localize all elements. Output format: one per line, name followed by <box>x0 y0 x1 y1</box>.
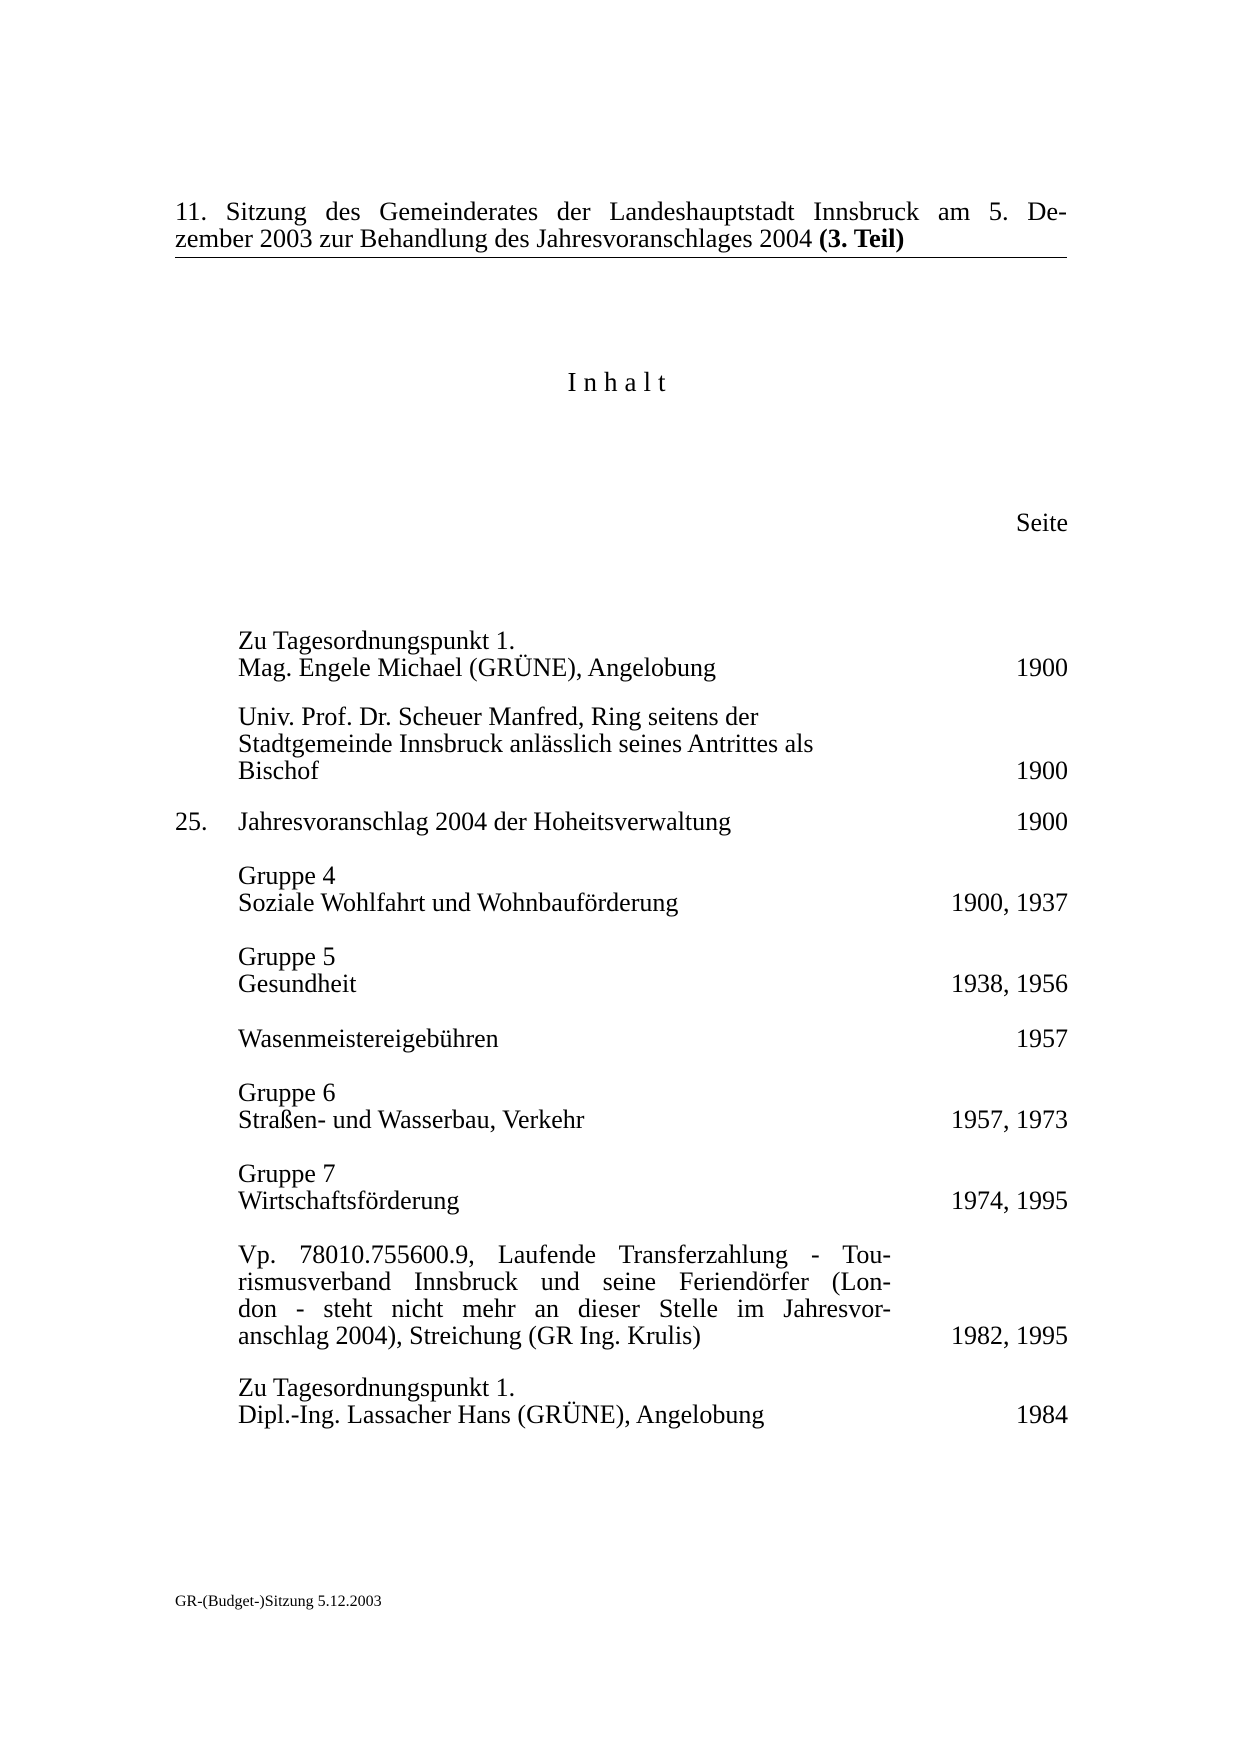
header-line-2-text: zember 2003 zur Behandlung des Jahresvoranschlages 2004 <box>175 223 819 253</box>
toc-entry-line: Stadtgemeinde Innsbruck anlässlich seines Antrittes als <box>238 729 814 758</box>
toc-entry-number: 25. <box>175 807 208 836</box>
toc-entry-line: Dipl.-Ing. Lassacher Hans (GRÜNE), Angelobung <box>238 1400 765 1429</box>
toc-entry-line: anschlag 2004), Streichung (GR Ing. Krulis) <box>238 1321 701 1350</box>
toc-entry-pages: 1900, 1937 <box>951 888 1068 917</box>
toc-entry-line: Gruppe 5 <box>238 942 336 971</box>
toc-entry-pages: 1900 <box>1016 807 1068 836</box>
toc-entry-pages: 1982, 1995 <box>951 1321 1068 1350</box>
toc-entry-line: Bischof <box>238 756 319 785</box>
toc-entry-line: Gruppe 6 <box>238 1078 336 1107</box>
toc-entry-line: Gruppe 4 <box>238 861 336 890</box>
toc-entry-line: Univ. Prof. Dr. Scheuer Manfred, Ring seitens der <box>238 702 759 731</box>
header-line-2 <box>175 225 1067 252</box>
toc-entry-pages: 1957, 1973 <box>951 1105 1068 1134</box>
page-column-label: Seite <box>1016 508 1068 537</box>
toc-entry-line: don - steht nicht mehr an dieser Stelle im Jahresvor- <box>238 1294 891 1323</box>
toc-entry-pages: 1900 <box>1016 653 1068 682</box>
toc-entry-line: Zu Tagesordnungspunkt 1. <box>238 1373 516 1402</box>
toc-entry-line: Wirtschaftsförderung <box>238 1186 460 1215</box>
toc-entry-line: rismusverband Innsbruck und seine Feriendörfer (Lon- <box>238 1267 891 1296</box>
toc-entry-line: Wasenmeistereigebühren <box>238 1024 499 1053</box>
toc-entry-line: Soziale Wohlfahrt und Wohnbauförderung <box>238 888 679 917</box>
document-header <box>175 198 1067 258</box>
toc-entry-line: Jahresvoranschlag 2004 der Hoheitsverwaltung <box>238 807 732 836</box>
toc-title: Inhalt <box>567 367 673 397</box>
page-footer: GR-(Budget-)Sitzung 5.12.2003 <box>175 1593 382 1610</box>
toc-entry-pages: 1957 <box>1016 1024 1068 1053</box>
toc-entry-line: Zu Tagesordnungspunkt 1. <box>238 626 516 655</box>
header-part-label: (3. Teil) <box>818 223 905 253</box>
toc-entry-pages: 1900 <box>1016 756 1068 785</box>
toc-entry-line: Gruppe 7 <box>238 1159 336 1188</box>
toc-entry-line: Mag. Engele Michael (GRÜNE), Angelobung <box>238 653 717 682</box>
header-line-1: 11. Sitzung des Gemeinderates der Landeshauptstadt Innsbruck am 5. De- <box>175 196 1067 226</box>
toc-entry-pages: 1938, 1956 <box>951 969 1068 998</box>
toc-entry-line: Straßen- und Wasserbau, Verkehr <box>238 1105 585 1134</box>
toc-entry-pages: 1974, 1995 <box>951 1186 1068 1215</box>
toc-entry-pages: 1984 <box>1016 1400 1068 1429</box>
toc-entry-line: Gesundheit <box>238 969 357 998</box>
toc-entry-line: Vp. 78010.755600.9, Laufende Transferzahlung - Tou- <box>238 1240 891 1269</box>
